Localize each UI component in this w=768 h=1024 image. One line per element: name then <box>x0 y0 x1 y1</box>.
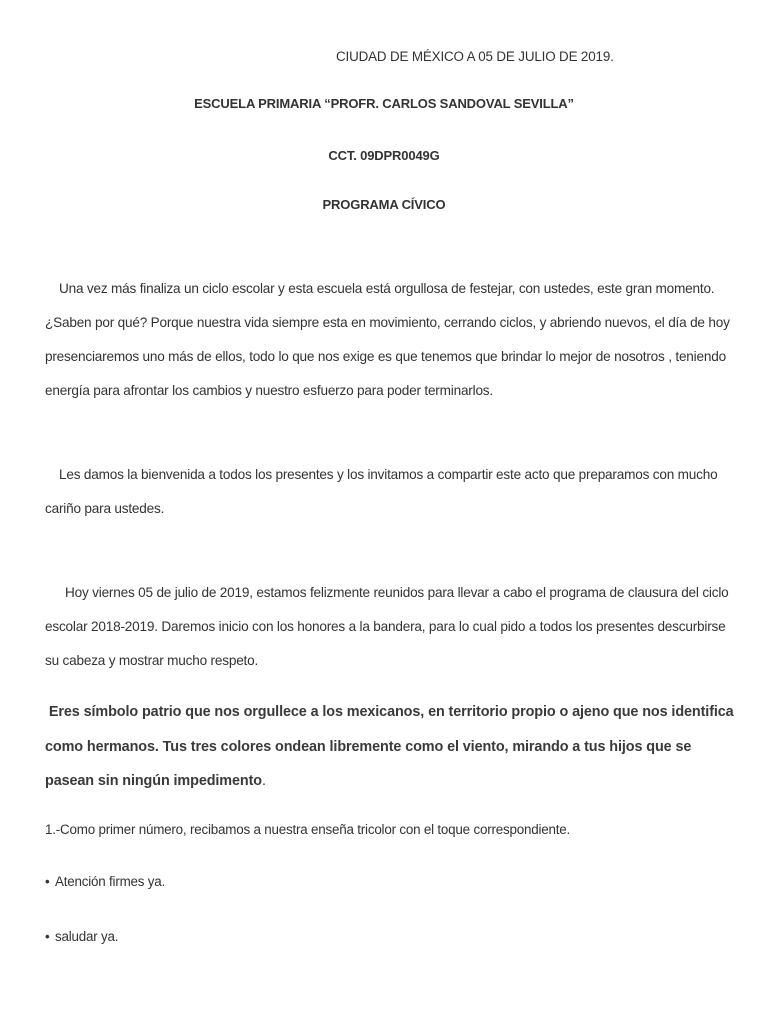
flag-tribute-text: Eres símbolo patrio que nos orgullece a los mexicanos, en territorio propio o ajeno que nos identifica como hermanos. Tus tres colores ondean libremente como el viento, mirando a tus hijos que se pasean sin ningún impedimento <box>45 704 734 789</box>
paragraph-ceremony-text: Hoy viernes 05 de julio de 2019, estamos felizmente reunidos para llevar a cabo el programa de clausura del ciclo escolar 2018-2019. Daremos inicio con los honores a la bandera, para lo cual pido a todos los presentes descurbirse su cabeza y mostrar mucho respeto. <box>45 585 729 668</box>
program-title: PROGRAMA CÍVICO <box>322 197 446 212</box>
flag-tribute <box>45 695 735 799</box>
paragraph-welcome <box>45 458 735 526</box>
paragraph-intro <box>45 272 735 408</box>
paragraph-intro-text: Una vez más finaliza un ciclo escolar y esta escuela está orgullosa de festejar, con ustedes, este gran momento. ¿Saben por qué? Porque nuestra vida siempre esta en movimiento, cerrando ciclos, y abriendo nuevos, el día de hoy presenciaremos uno más de ellos, todo lo que nos exige es que tenemos que brindar lo mejor de nosotros , teniendo energía para afrontar los cambios y nuestro esfuerzo para poder terminarlos. <box>45 281 730 398</box>
bullet-icon: • <box>45 874 50 889</box>
bullet-item <box>45 874 165 889</box>
step-1: 1.-Como primer número, recibamos a nuestra enseña tricolor con el toque correspondiente. <box>45 822 570 837</box>
bullet-item-text: saludar ya. <box>55 929 119 944</box>
bullet-icon: • <box>45 929 50 944</box>
bullet-item-text: Atención firmes ya. <box>55 874 166 889</box>
paragraph-ceremony <box>45 576 735 678</box>
flag-tribute-end: . <box>261 773 266 789</box>
cct-code: CCT. 09DPR0049G <box>328 148 440 163</box>
bullet-item <box>45 929 118 944</box>
paragraph-welcome-text: Les damos la bienvenida a todos los presentes y los invitamos a compartir este acto que preparamos con mucho cariño para ustedes. <box>45 467 718 516</box>
date-line: CIUDAD DE MÉXICO A 05 DE JULIO DE 2019. <box>336 49 614 64</box>
school-name: ESCUELA PRIMARIA “PROFR. CARLOS SANDOVAL SEVILLA” <box>194 96 574 111</box>
